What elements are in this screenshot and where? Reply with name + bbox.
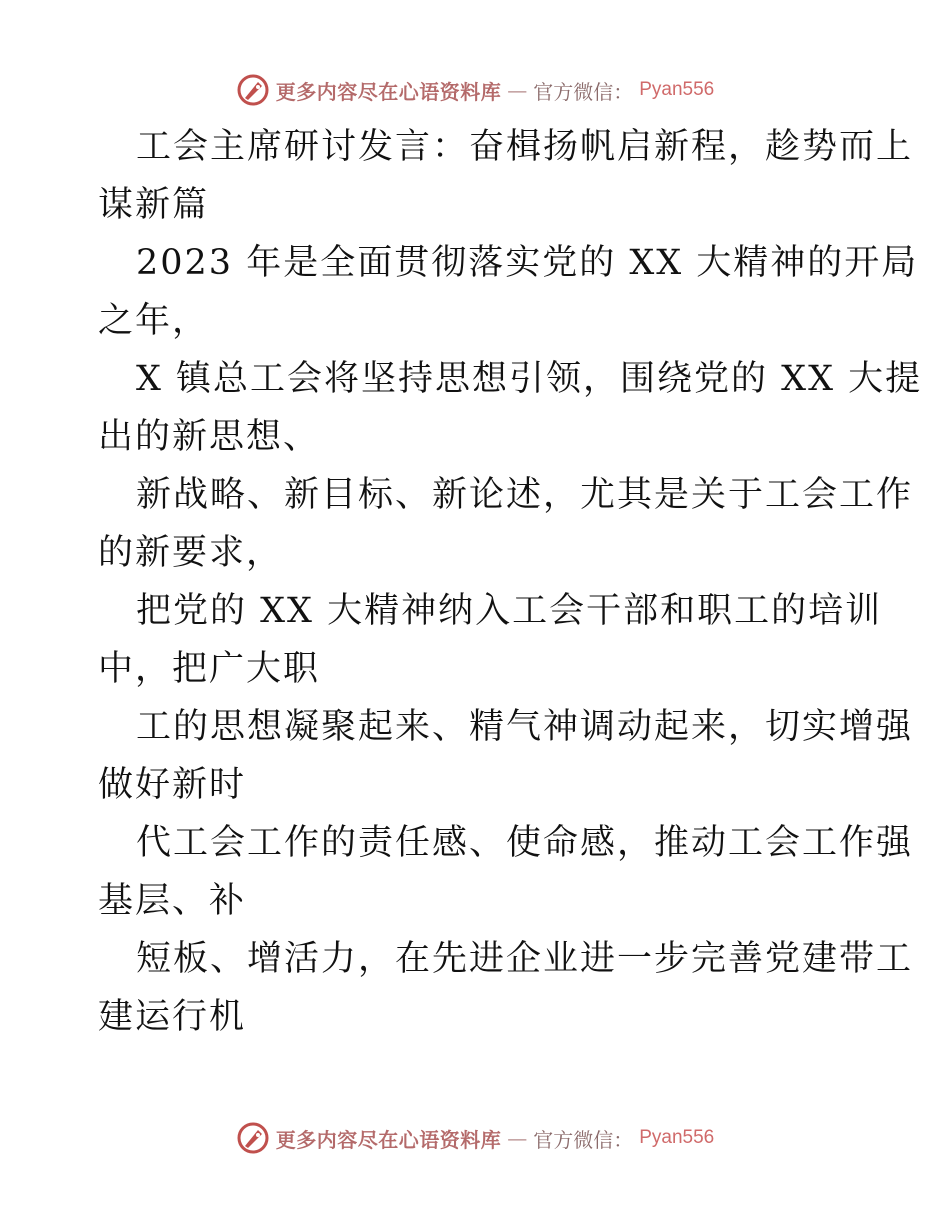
paragraph-line: 2023 年是全面贯彻落实党的 XX 大精神的开局: [136, 243, 919, 283]
paragraph-line: 中，把广大职: [98, 649, 321, 689]
pen-nib-logo-icon: [236, 1121, 270, 1155]
document-title: [98, 118, 914, 234]
paragraph: [98, 814, 914, 930]
banner-dash: —: [507, 78, 528, 102]
banner-wechat-label: 官方微信：: [533, 1127, 634, 1152]
paragraph-line: 出的新思想、: [98, 417, 321, 457]
document-body: [98, 118, 923, 1046]
paragraph-line: 代工会工作的责任感、使命感，推动工会工作强: [136, 823, 914, 863]
paragraph-line: 新战略、新目标、新论述，尤其是关于工会工作: [136, 475, 914, 515]
paragraph: [98, 466, 914, 582]
paragraph-line: 短板、增活力，在先进企业进一步完善党建带工: [136, 939, 914, 979]
header-watermark-banner: [0, 70, 950, 110]
paragraph-line: 的新要求，: [98, 533, 284, 573]
banner-wechat-id: Pyan556: [639, 1127, 715, 1148]
paragraph-line: 基层、补: [98, 881, 247, 921]
paragraph-line: X 镇总工会将坚持思想引领，围绕党的 XX 大提: [136, 359, 923, 399]
banner-text: 更多内容尽在心语资料库: [275, 1127, 502, 1152]
paragraph-line: 工的思想凝聚起来、精气神调动起来，切实增强: [136, 707, 914, 747]
footer-watermark-banner: [0, 1118, 950, 1158]
banner-dash: —: [507, 1126, 528, 1150]
paragraph-line: 把党的 XX 大精神纳入工会干部和职工的培训: [136, 591, 883, 631]
banner-wechat-label: 官方微信：: [533, 79, 634, 104]
banner-wechat-id: Pyan556: [639, 79, 715, 100]
paragraph: [98, 930, 914, 1046]
paragraph: [98, 698, 914, 814]
paragraph: [98, 234, 919, 350]
paragraph-line: 谋新篇: [98, 185, 210, 225]
paragraph-line: 之年，: [98, 301, 210, 341]
paragraph-line: 做好新时: [98, 765, 247, 805]
paragraph: [98, 350, 923, 466]
banner-text: 更多内容尽在心语资料库: [275, 79, 502, 104]
paragraph-line: 建运行机: [98, 997, 247, 1037]
paragraph: [98, 582, 883, 698]
paragraph-line: 工会主席研讨发言：奋楫扬帆启新程，趁势而上: [136, 127, 914, 167]
pen-nib-logo-icon: [236, 73, 270, 107]
